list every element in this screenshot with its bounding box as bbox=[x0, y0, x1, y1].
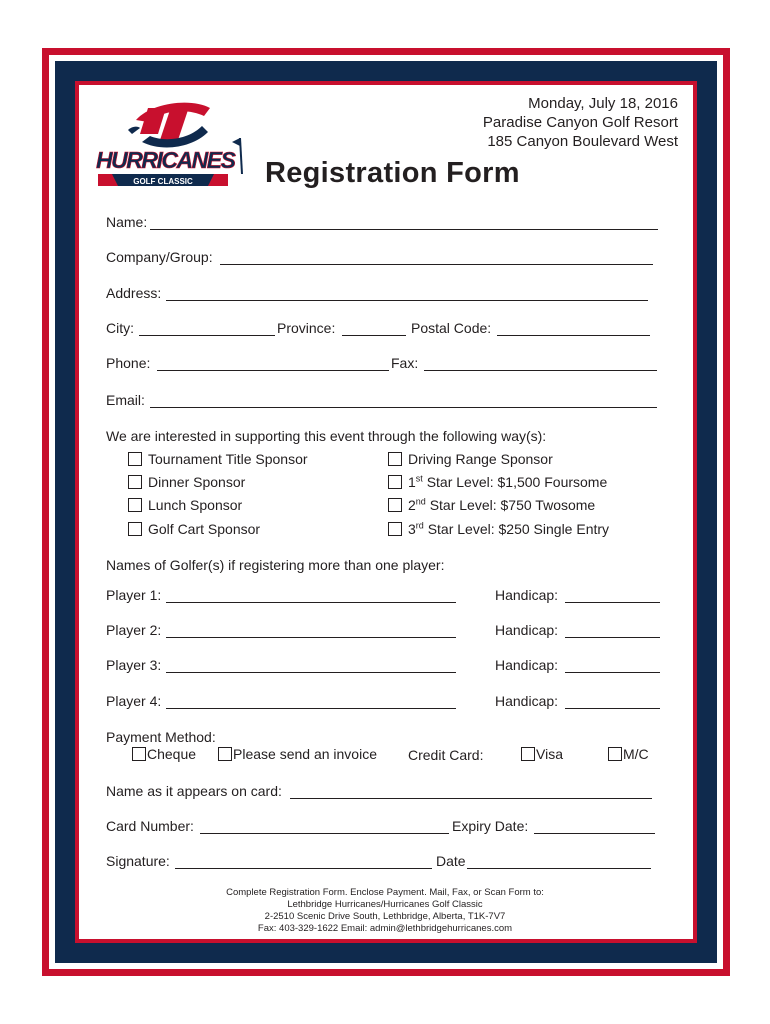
credit-card-label: Credit Card: bbox=[408, 747, 484, 763]
title-sponsor-option[interactable]: Tournament Title Sponsor bbox=[128, 451, 308, 467]
fax-field[interactable] bbox=[424, 370, 657, 371]
card-number-label: Card Number: bbox=[106, 818, 194, 834]
handicap-4-field[interactable] bbox=[565, 708, 660, 709]
date-label: Date bbox=[436, 853, 466, 869]
address-label: Address: bbox=[106, 285, 162, 301]
handicap-2-label: Handicap: bbox=[495, 622, 559, 638]
handicap-2-field[interactable] bbox=[565, 637, 660, 638]
footer-line-3: 2-2510 Scenic Drive South, Lethbridge, Alberta, T1K-7V7 bbox=[264, 911, 506, 922]
page-title: Registration Form bbox=[265, 157, 520, 189]
invoice-option[interactable]: Please send an invoice bbox=[218, 746, 377, 762]
payment-method-label: Payment Method: bbox=[106, 729, 216, 745]
checkbox[interactable] bbox=[128, 475, 142, 489]
checkbox[interactable] bbox=[128, 522, 142, 536]
checkbox[interactable] bbox=[388, 522, 402, 536]
checkbox[interactable] bbox=[608, 747, 622, 761]
name-field[interactable] bbox=[150, 229, 658, 230]
expiry-label: Expiry Date: bbox=[452, 818, 529, 834]
city-label: City: bbox=[106, 320, 134, 336]
event-date: Monday, July 18, 2016 bbox=[528, 95, 678, 112]
province-field[interactable] bbox=[342, 335, 406, 336]
mc-option[interactable]: M/C bbox=[608, 746, 649, 762]
event-info bbox=[483, 94, 678, 151]
player-4-label: Player 4: bbox=[106, 693, 162, 709]
player-2-field[interactable] bbox=[166, 637, 456, 638]
footer-line-1: Complete Registration Form. Enclose Payment. Mail, Fax, or Scan Form to: bbox=[226, 887, 544, 898]
handicap-4-label: Handicap: bbox=[495, 693, 559, 709]
handicap-1-label: Handicap: bbox=[495, 587, 559, 603]
star-level-3-option[interactable]: 3rd Star Level: $250 Single Entry bbox=[388, 521, 609, 537]
player-4-field[interactable] bbox=[166, 708, 456, 709]
lunch-sponsor-option[interactable]: Lunch Sponsor bbox=[128, 497, 242, 513]
checkbox[interactable] bbox=[128, 452, 142, 466]
sponsorship-intro: We are interested in supporting this event through the following way(s): bbox=[106, 428, 547, 444]
event-address: 185 Canyon Boulevard West bbox=[487, 133, 678, 150]
event-venue: Paradise Canyon Golf Resort bbox=[482, 114, 678, 131]
signature-field[interactable] bbox=[175, 868, 432, 869]
handicap-1-field[interactable] bbox=[565, 602, 660, 603]
visa-option[interactable]: Visa bbox=[521, 746, 563, 762]
date-field[interactable] bbox=[467, 868, 651, 869]
phone-label: Phone: bbox=[106, 355, 151, 371]
province-label: Province: bbox=[277, 320, 336, 336]
logo-banner: GOLF CLASSIC bbox=[133, 177, 193, 186]
checkbox[interactable] bbox=[388, 475, 402, 489]
handicap-3-field[interactable] bbox=[565, 672, 660, 673]
dinner-sponsor-option[interactable]: Dinner Sponsor bbox=[128, 474, 245, 490]
postal-label: Postal Code: bbox=[411, 320, 492, 336]
name-label: Name: bbox=[106, 214, 148, 230]
logo-wordmark: HURRICANES bbox=[96, 147, 236, 173]
player-3-label: Player 3: bbox=[106, 657, 162, 673]
checkbox[interactable] bbox=[388, 498, 402, 512]
star-level-1-option[interactable]: 1st Star Level: $1,500 Foursome bbox=[388, 474, 607, 490]
golfers-intro: Names of Golfer(s) if registering more than one player: bbox=[106, 557, 445, 573]
footer-line-2: Lethbridge Hurricanes/Hurricanes Golf Classic bbox=[287, 899, 483, 910]
player-1-field[interactable] bbox=[166, 602, 456, 603]
checkbox[interactable] bbox=[521, 747, 535, 761]
hurricanes-logo bbox=[92, 96, 252, 188]
address-field[interactable] bbox=[166, 300, 648, 301]
card-name-field[interactable] bbox=[290, 798, 652, 799]
golf-cart-sponsor-option[interactable]: Golf Cart Sponsor bbox=[128, 521, 260, 537]
email-field[interactable] bbox=[150, 407, 657, 408]
card-number-field[interactable] bbox=[200, 833, 449, 834]
phone-field[interactable] bbox=[157, 370, 389, 371]
card-name-label: Name as it appears on card: bbox=[106, 783, 282, 799]
expiry-field[interactable] bbox=[534, 833, 655, 834]
player-1-label: Player 1: bbox=[106, 587, 162, 603]
footer-line-4: Fax: 403-329-1622 Email: admin@lethbridgehurricanes.com bbox=[257, 923, 513, 934]
cheque-option[interactable]: Cheque bbox=[132, 746, 196, 762]
star-level-2-option[interactable]: 2nd Star Level: $750 Twosome bbox=[388, 497, 595, 513]
company-field[interactable] bbox=[220, 264, 653, 265]
checkbox[interactable] bbox=[132, 747, 146, 761]
footer-instructions bbox=[0, 887, 770, 935]
fax-label: Fax: bbox=[391, 355, 419, 371]
checkbox[interactable] bbox=[218, 747, 232, 761]
company-label: Company/Group: bbox=[106, 249, 213, 265]
signature-label: Signature: bbox=[106, 853, 170, 869]
checkbox[interactable] bbox=[388, 452, 402, 466]
player-2-label: Player 2: bbox=[106, 622, 162, 638]
city-field[interactable] bbox=[139, 335, 275, 336]
checkbox[interactable] bbox=[128, 498, 142, 512]
email-label: Email: bbox=[106, 392, 145, 408]
player-3-field[interactable] bbox=[166, 672, 456, 673]
postal-field[interactable] bbox=[497, 335, 650, 336]
driving-range-sponsor-option[interactable]: Driving Range Sponsor bbox=[388, 451, 553, 467]
handicap-3-label: Handicap: bbox=[495, 657, 559, 673]
